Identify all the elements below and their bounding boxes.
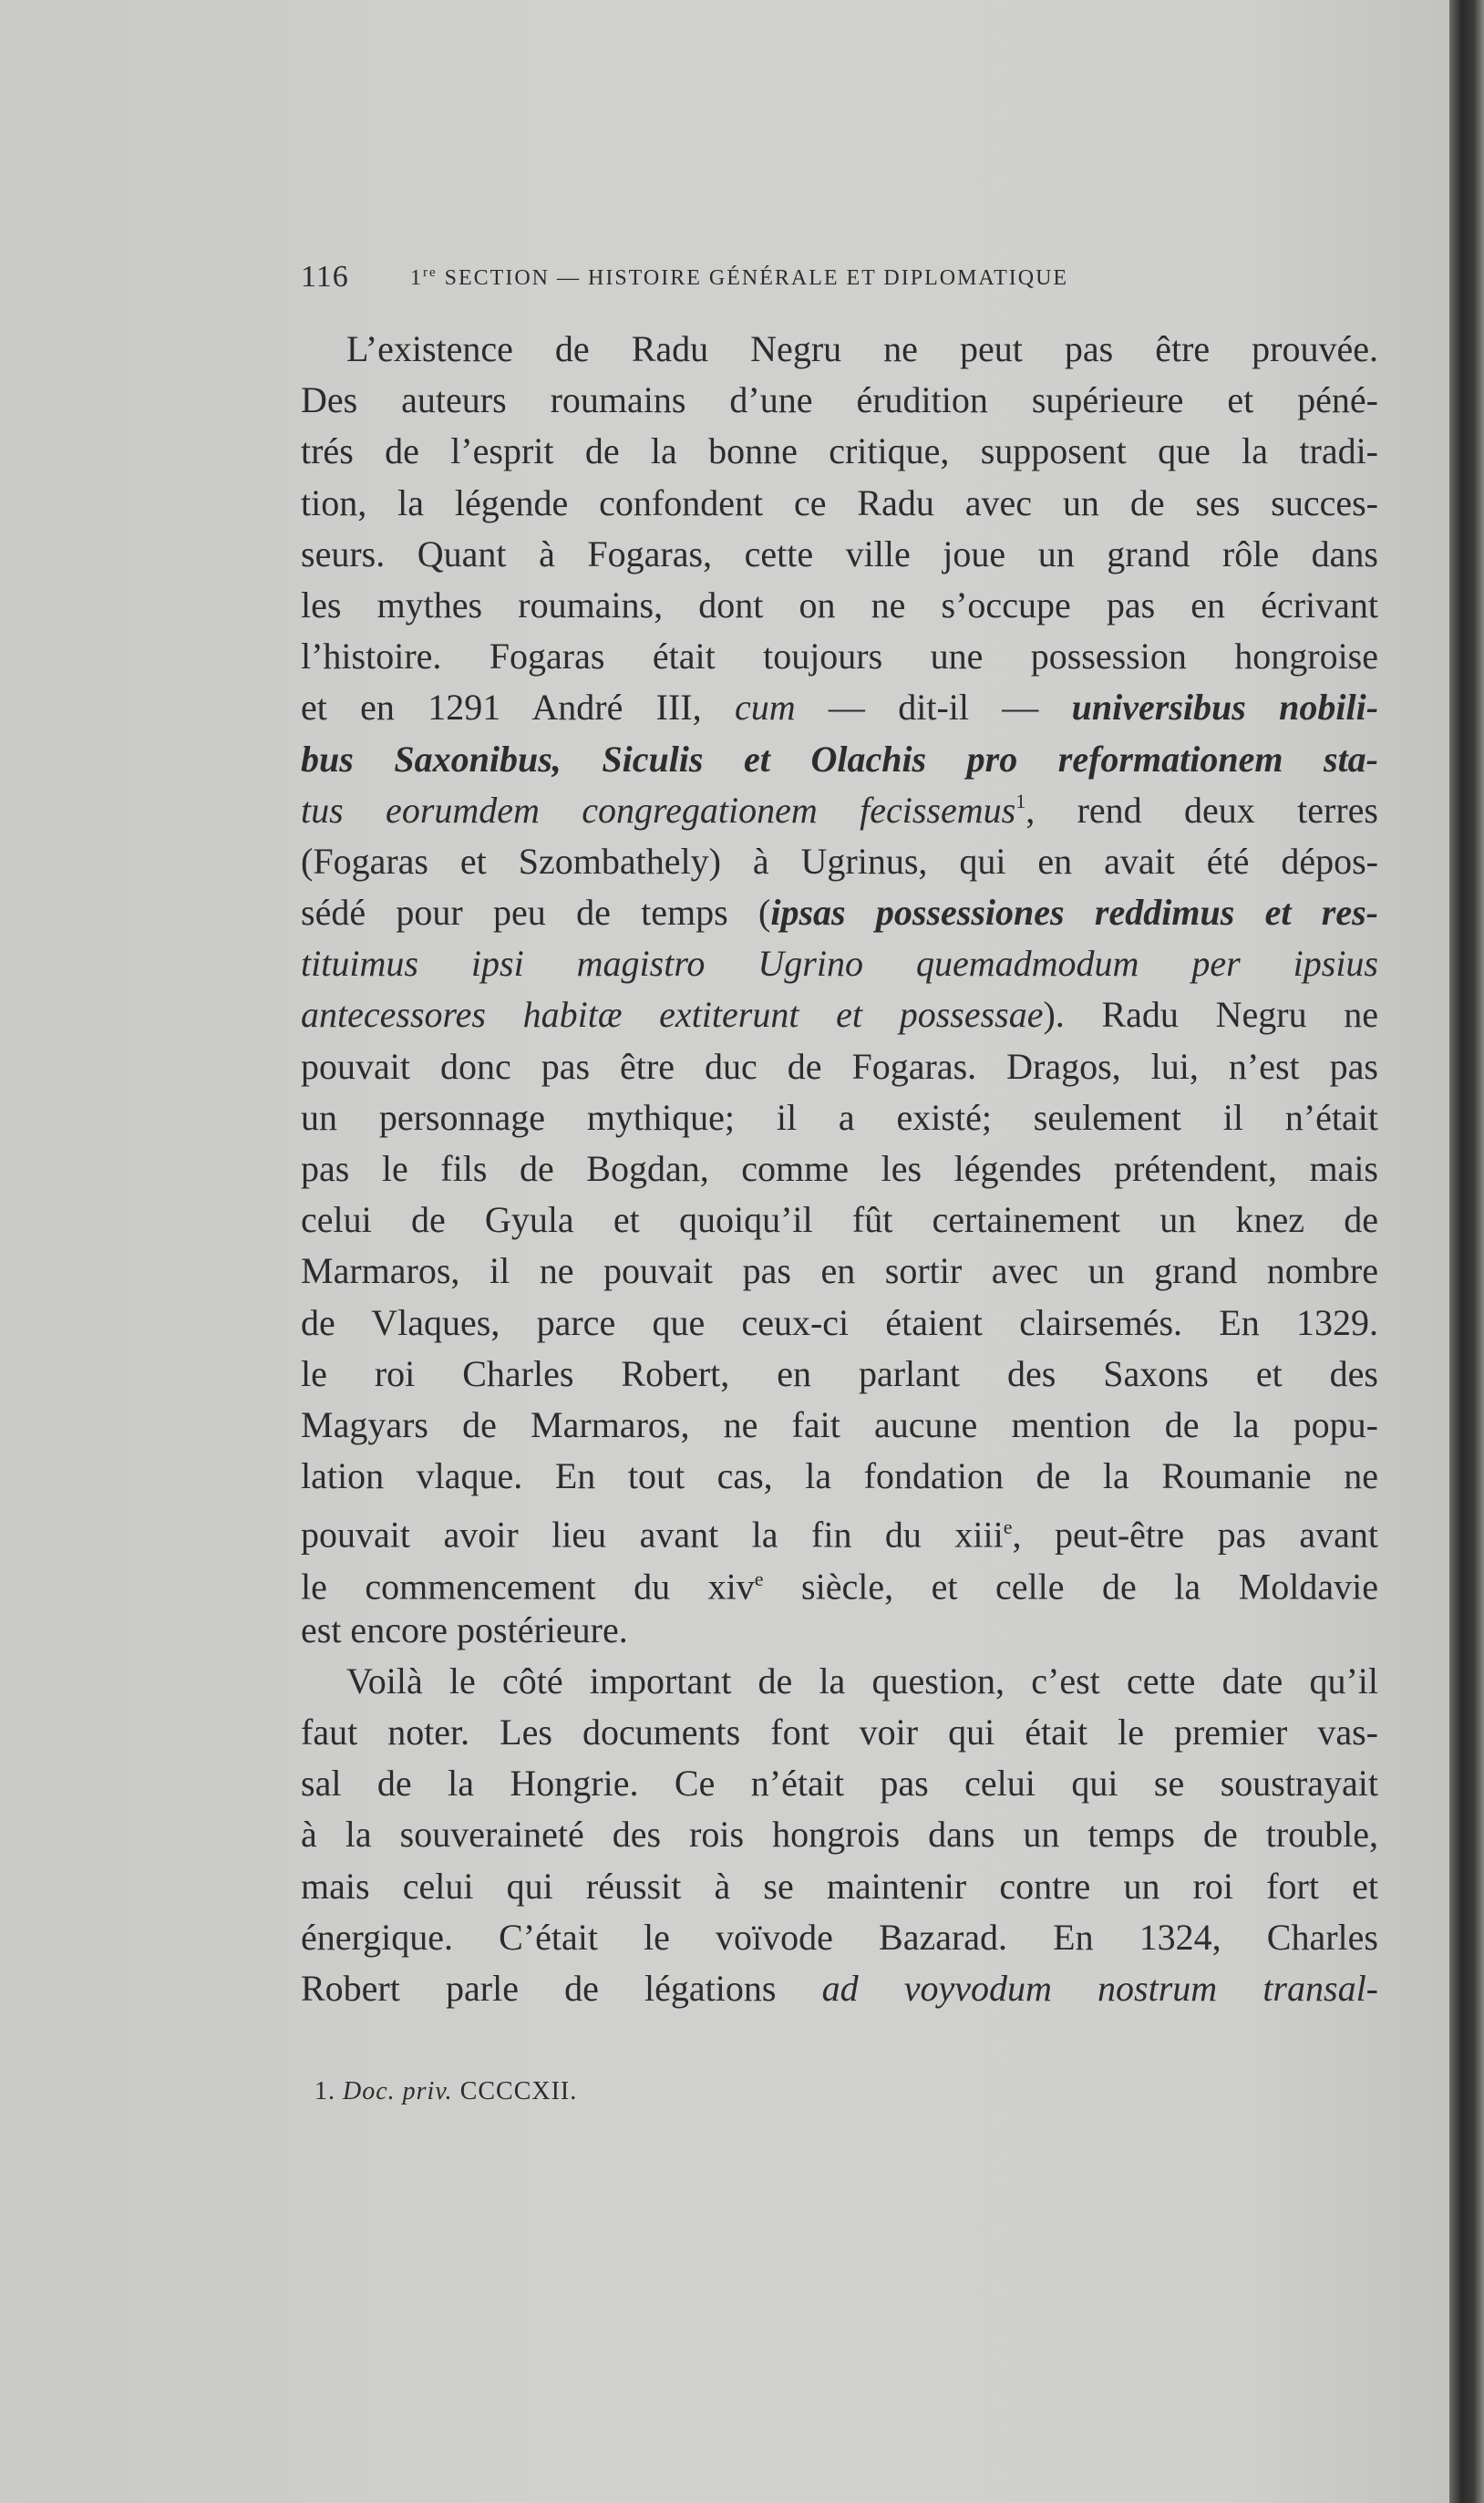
latin-quote: tituimus ipsi magistro Ugrino quemadmodum per ipsius bbox=[301, 943, 1378, 985]
text-line: pas le fils de Bogdan, comme les légendes prétendent, mais bbox=[301, 1148, 1378, 1189]
book-spine bbox=[1449, 0, 1484, 2503]
footnote-marker: 1 bbox=[1015, 789, 1026, 812]
text-run: , rend deux terres bbox=[1025, 789, 1378, 831]
text-line: Des auteurs roumains d’une érudition supérieure et péné- bbox=[301, 379, 1378, 421]
text-line: L’existence de Radu Negru ne peut pas être prouvée. bbox=[346, 328, 1378, 369]
text-line: énergique. C’était le voïvode Bazarad. En 1324, Charles bbox=[301, 1916, 1378, 1958]
latin-quote: ad voyvodum nostrum transal- bbox=[821, 1968, 1379, 2009]
text-line bbox=[301, 989, 1378, 1040]
text-line: lation vlaque. En tout cas, la fondation de la Roumanie ne bbox=[301, 1455, 1378, 1497]
latin-quote: tus eorumdem congregationem fecissemus bbox=[301, 789, 1016, 831]
footnote-source: Doc. priv. bbox=[343, 2077, 453, 2105]
latin-quote: bus Saxonibus, Siculis et Olachis pro reformationem sta- bbox=[301, 738, 1378, 780]
superscript: e bbox=[754, 1567, 764, 1590]
page-number: 116 bbox=[301, 260, 349, 294]
text-run: — dit-il — bbox=[828, 687, 1039, 729]
text-line: sal de la Hongrie. Ce n’était pas celui qui se soustrayait bbox=[301, 1763, 1378, 1805]
section-number: 1 bbox=[410, 266, 423, 290]
text-line: pouvait donc pas être duc de Fogaras. Dragos, lui, n’est pas bbox=[301, 1045, 1378, 1087]
latin-quote: antecessores habitæ extiterunt et possessae bbox=[301, 994, 1044, 1036]
footnote-ref: CCCCXII. bbox=[459, 2077, 578, 2105]
text-line bbox=[301, 1554, 1378, 1605]
section-heading: SECTION — HISTOIRE GÉNÉRALE ET DIPLOMATIQUE bbox=[444, 266, 1069, 290]
text-run: siècle, et celle de la Moldavie bbox=[763, 1565, 1378, 1607]
running-head bbox=[301, 260, 1221, 296]
text-line: tion, la légende confondent ce Radu avec un de ses succes- bbox=[301, 481, 1378, 523]
text-line: trés de l’esprit de la bonne critique, supposent que la tradi- bbox=[301, 430, 1378, 472]
text-line: seurs. Quant à Fogaras, cette ville joue un grand rôle dans bbox=[301, 533, 1378, 574]
text-line bbox=[301, 938, 1378, 989]
text-line: de Vlaques, parce que ceux-ci étaient clairsemés. En 1329. bbox=[301, 1301, 1378, 1343]
text-line: le roi Charles Robert, en parlant des Saxons et des bbox=[301, 1352, 1378, 1394]
text-line bbox=[301, 734, 1378, 785]
text-line bbox=[301, 1502, 1378, 1556]
text-line bbox=[301, 785, 1378, 836]
footnote bbox=[314, 2077, 577, 2106]
text-line: les mythes roumains, dont on ne s’occupe pas en écrivant bbox=[301, 584, 1378, 626]
text-line: est encore postérieure. bbox=[301, 1608, 628, 1650]
text-run: , peut-être pas avant bbox=[1012, 1514, 1378, 1556]
text-line bbox=[301, 1963, 1378, 2014]
latin-quote: cum bbox=[734, 687, 796, 729]
text-run: pouvait avoir lieu avant la fin du xiii bbox=[301, 1514, 1004, 1556]
footnote-number: 1. bbox=[314, 2077, 335, 2105]
text-line: celui de Gyula et quoiqu’il fût certainement un knez de bbox=[301, 1199, 1378, 1241]
section-title bbox=[410, 265, 1068, 291]
body-text bbox=[301, 324, 1378, 2014]
latin-quote: ipsas possessiones reddimus et res- bbox=[770, 892, 1378, 934]
superscript: e bbox=[1003, 1515, 1013, 1539]
text-line: un personnage mythique; il a existé; seulement il n’était bbox=[301, 1096, 1378, 1138]
text-line bbox=[301, 682, 1378, 733]
text-run: Robert parle de légations bbox=[301, 1968, 777, 2009]
text-run: et en 1291 André III, bbox=[301, 687, 702, 729]
text-run: ). Radu Negru ne bbox=[1043, 994, 1379, 1036]
latin-quote: universibus nobili- bbox=[1071, 687, 1379, 729]
text-line: l’histoire. Fogaras était toujours une possession hongroise bbox=[301, 636, 1378, 677]
text-line: à la souveraineté des rois hongrois dans un temps de trouble, bbox=[301, 1814, 1378, 1856]
section-ordinal: re bbox=[423, 265, 438, 280]
text-line bbox=[301, 887, 1378, 938]
text-line: Marmaros, il ne pouvait pas en sortir avec un grand nombre bbox=[301, 1250, 1378, 1292]
text-line: Voilà le côté important de la question, c’est cette date qu’il bbox=[346, 1660, 1378, 1701]
text-line: mais celui qui réussit à se maintenir contre un roi fort et bbox=[301, 1865, 1378, 1907]
text-line: Magyars de Marmaros, ne fait aucune mention de la popu- bbox=[301, 1403, 1378, 1445]
text-line: (Fogaras et Szombathely) à Ugrinus, qui en avait été dépos- bbox=[301, 840, 1378, 882]
text-run: sédé pour peu de temps ( bbox=[301, 892, 771, 934]
text-line: faut noter. Les documents font voir qui était le premier vas- bbox=[301, 1712, 1378, 1753]
text-run: le commencement du xiv bbox=[301, 1565, 755, 1607]
